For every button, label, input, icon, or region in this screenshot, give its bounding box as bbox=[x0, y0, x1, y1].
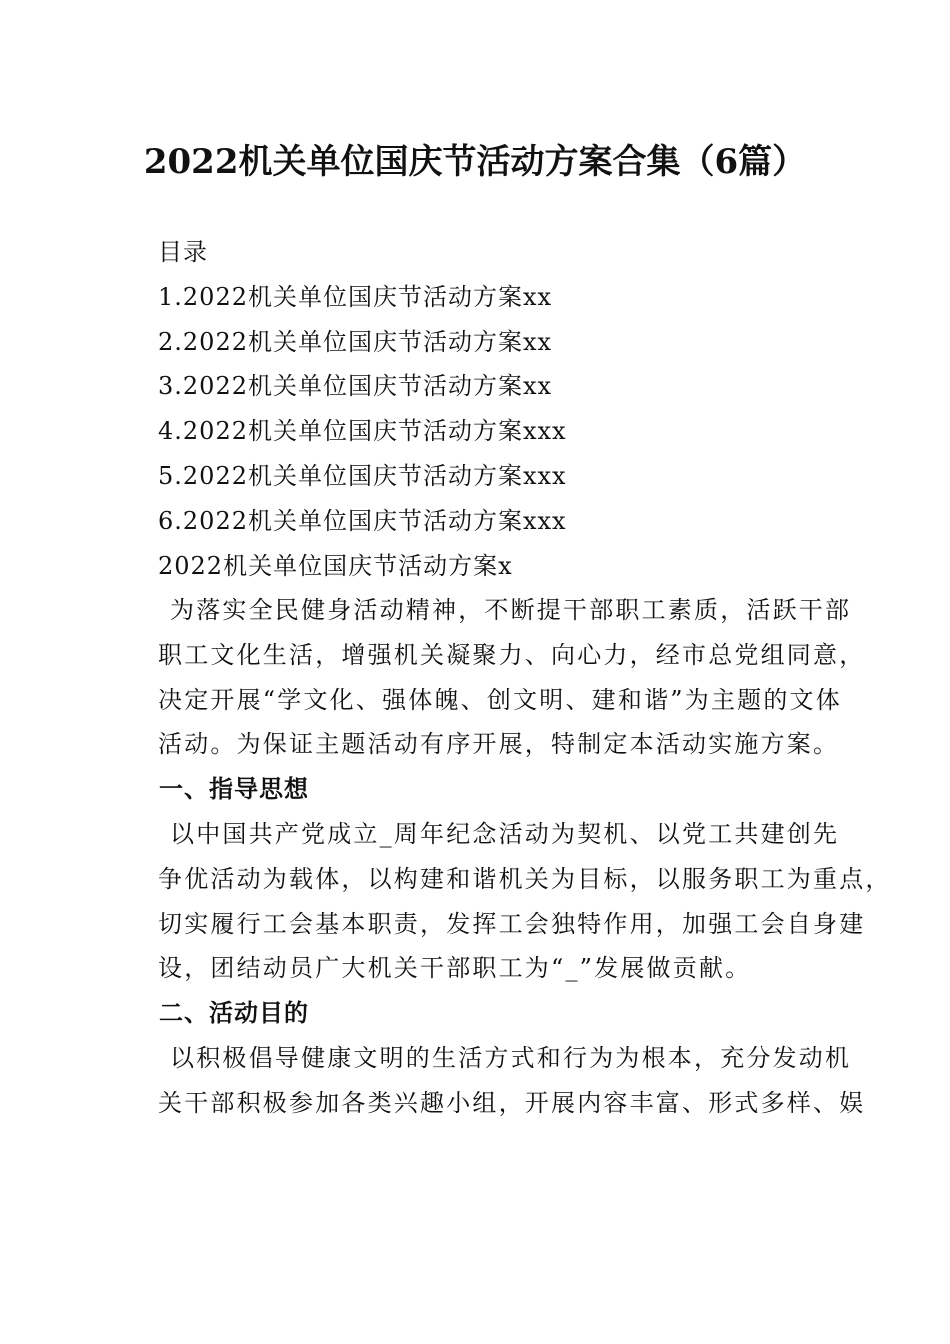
toc-item-3: 3.2022机关单位国庆节活动方案xx bbox=[158, 372, 553, 401]
toc-item-4: 4.2022机关单位国庆节活动方案xxx bbox=[158, 417, 567, 446]
guiding-line-4: 设，团结动员广大机关干部职工为“_”发展做贡献。 bbox=[158, 954, 752, 983]
heading-activity-purpose: 二、活动目的 bbox=[159, 999, 309, 1028]
purpose-line-1: 以积极倡导健康文明的生活方式和行为为根本，充分发动机 bbox=[170, 1043, 852, 1072]
intro-line-3: 决定开展“学文化、强体魄、创文明、建和谐”为主题的文体 bbox=[158, 685, 842, 714]
guiding-line-2: 争优活动为载体，以构建和谐机关为目标，以服务职工为重点， bbox=[158, 864, 892, 893]
intro-line-4: 活动。为保证主题活动有序开展，特制定本活动实施方案。 bbox=[158, 730, 840, 759]
purpose-paragraph bbox=[145, 1036, 866, 1126]
section-title: 2022机关单位国庆节活动方案x bbox=[158, 551, 513, 580]
purpose-line-2: 关干部积极参加各类兴趣小组，开展内容丰富、形式多样、娱 bbox=[158, 1088, 866, 1117]
guiding-paragraph bbox=[145, 812, 892, 991]
body-text bbox=[145, 588, 892, 1126]
intro-paragraph bbox=[145, 588, 866, 767]
heading-guiding-ideology: 一、指导思想 bbox=[159, 775, 309, 804]
intro-line-2: 职工文化生活，增强机关凝聚力、向心力，经市总党组同意， bbox=[158, 640, 866, 669]
document-title: 2022机关单位国庆节活动方案合集（6篇） bbox=[143, 142, 807, 182]
intro-line-1: 为落实全民健身活动精神，不断提干部职工素质，活跃干部 bbox=[170, 596, 852, 624]
toc-item-5: 5.2022机关单位国庆节活动方案xxx bbox=[158, 461, 567, 490]
toc-item-2: 2.2022机关单位国庆节活动方案xx bbox=[158, 327, 553, 356]
table-of-contents bbox=[158, 230, 858, 588]
guiding-line-1: 以中国共产党成立_周年纪念活动为契机、以党工共建创先 bbox=[170, 819, 840, 848]
toc-item-1: 1.2022机关单位国庆节活动方案xx bbox=[158, 282, 553, 311]
guiding-line-3: 切实履行工会基本职责，发挥工会独特作用，加强工会自身建 bbox=[158, 909, 866, 938]
toc-item-6: 6.2022机关单位国庆节活动方案xxx bbox=[158, 506, 567, 535]
toc-label: 目录 bbox=[158, 238, 208, 266]
